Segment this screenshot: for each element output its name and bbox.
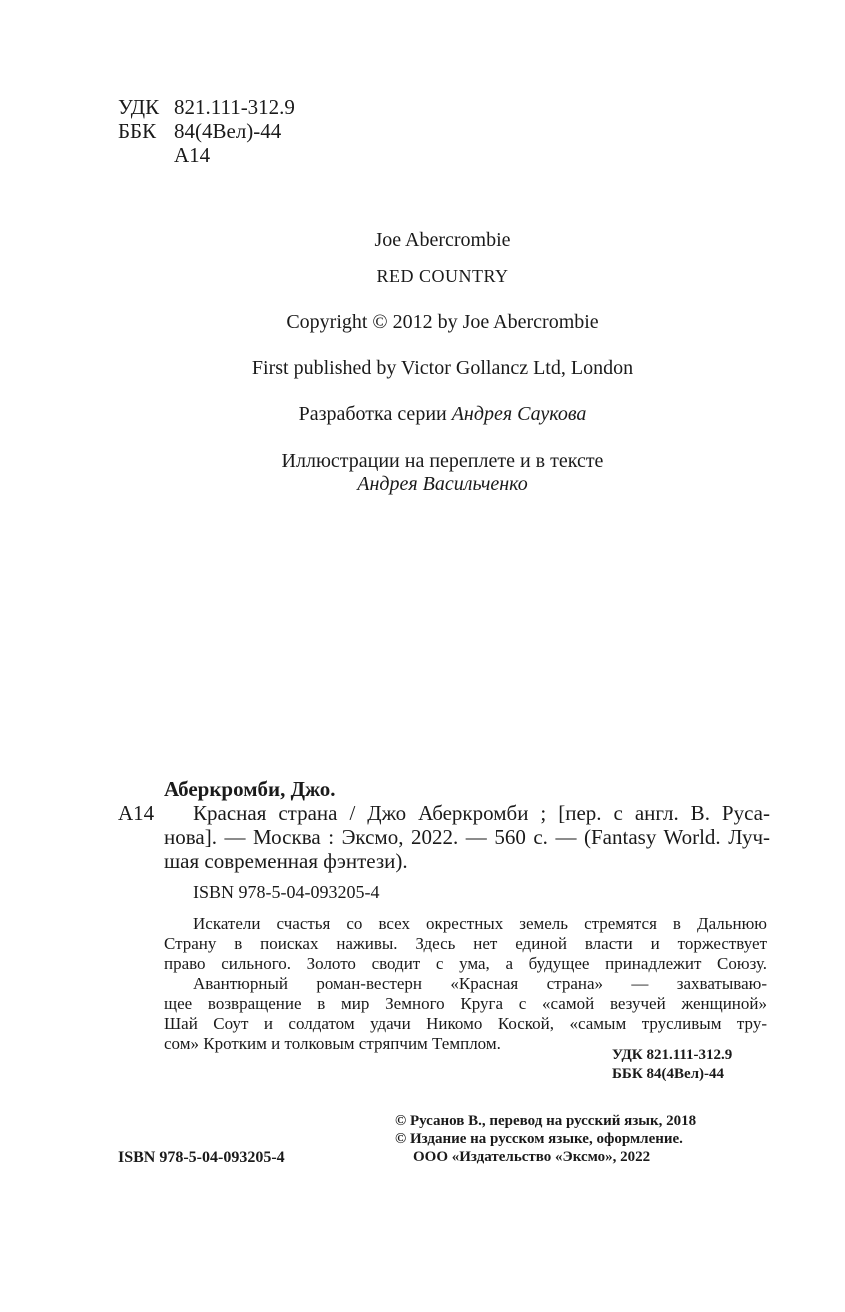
catalog-line-2: нова]. — Москва : Эксмо, 2022. — 560 с. — (Fantasy World. Луч- [164, 825, 770, 849]
bbk-row [118, 119, 378, 143]
udk-code: УДК 821.111-312.9 [612, 1047, 733, 1063]
bbk-value: 84(4Вел)-44 [174, 119, 282, 143]
catalog-line-1: Красная страна / Джо Аберкромби ; [пер. с англ. В. Руса- [193, 801, 770, 825]
author-mark-row [118, 143, 378, 167]
annotation-line-3: право сильного. Золото сводит с ума, а будущее принадлежит Союзу. [164, 954, 767, 973]
first-published-line: First published by Victor Gollancz Ltd, London [251, 357, 634, 379]
catalog-heading: Аберкромби, Джо. [164, 777, 336, 801]
annotation-line-1: Искатели счастья со всех окрестных земель стремятся в Дальнюю [193, 914, 767, 933]
footer-copyright-edition: © Издание на русском языке, оформление. [395, 1131, 683, 1147]
series-line [0, 403, 845, 426]
title-en: RED COUNTRY [376, 266, 509, 286]
author-mark: А14 [174, 143, 211, 167]
udk-row [118, 95, 378, 119]
catalog-isbn: ISBN 978-5-04-093205-4 [193, 882, 380, 902]
classification-block [118, 95, 378, 167]
footer-copyright-publisher: ООО «Издательство «Эксмо», 2022 [413, 1149, 651, 1165]
illustrator-name: Андрея Васильченко [357, 473, 528, 495]
series-name: Андрея Саукова [451, 403, 587, 425]
catalog-mark: А14 [118, 801, 155, 825]
annotation-line-4: Авантюрный роман-вестерн «Красная страна» — захватываю- [193, 974, 767, 993]
annotation-line-2: Страну в поисках наживы. Здесь нет единой власти и торжествует [164, 934, 767, 953]
copyright-line: Copyright © 2012 by Joe Abercrombie [286, 311, 599, 333]
footer-copyright-translation: © Русанов В., перевод на русский язык, 2018 [395, 1113, 697, 1129]
author-en: Joe Abercrombie [374, 229, 511, 251]
annotation-line-6: Шай Соут и солдатом удачи Никомо Коской, «самым трусливым тру- [164, 1014, 767, 1033]
footer-isbn: ISBN 978-5-04-093205-4 [118, 1149, 285, 1166]
annotation-line-5: щее возвращение в мир Земного Круга с «самой везучей женщиной» [164, 994, 767, 1013]
udk-label: УДК [118, 95, 160, 119]
bbk-label: ББК [118, 119, 157, 143]
bbk-code: ББК 84(4Вел)-44 [612, 1066, 725, 1082]
series-label: Разработка серии [298, 403, 447, 425]
catalog-line-3: шая современная фэнтези). [164, 849, 408, 873]
illustrations-label: Иллюстрации на переплете и в тексте [281, 450, 604, 472]
annotation-line-7: сом» Кротким и толковым стряпчим Темплом. [164, 1034, 501, 1053]
udk-value: 821.111-312.9 [174, 95, 295, 119]
